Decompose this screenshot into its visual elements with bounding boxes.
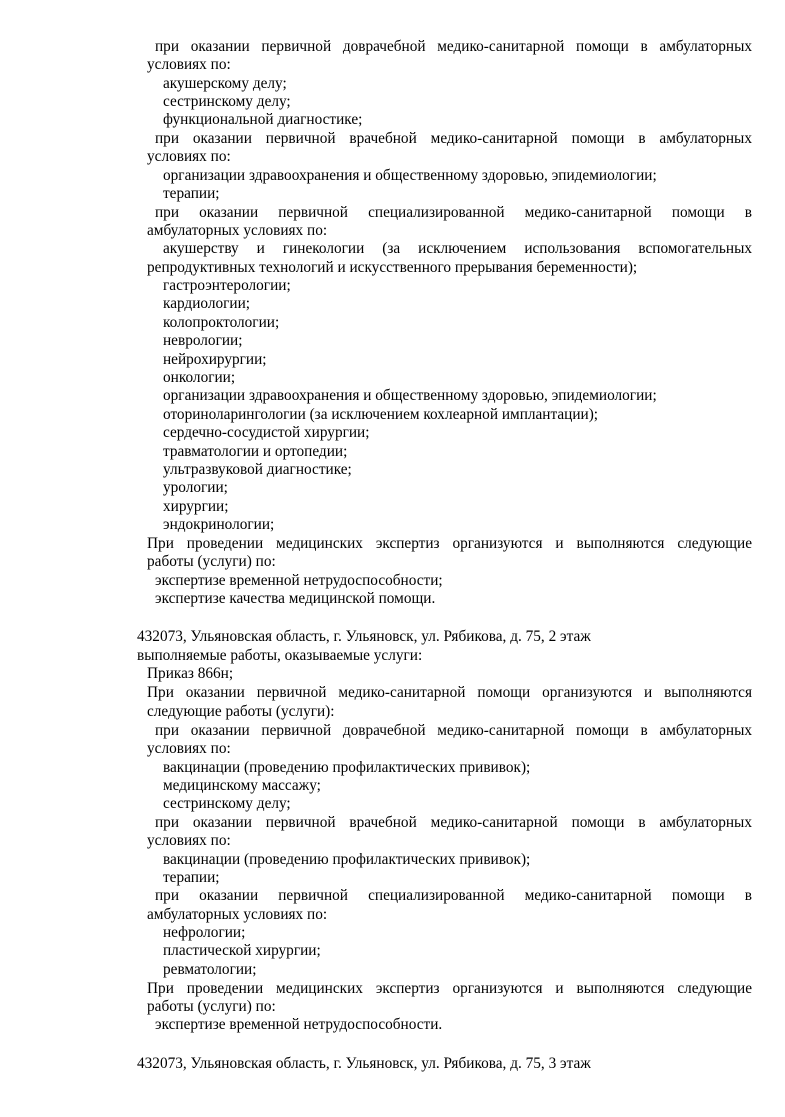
list-item: онкологии; bbox=[163, 369, 236, 386]
list-item: кардиологии; bbox=[163, 295, 251, 312]
address-heading: 432073, Ульяновская область, г. Ульяновск, ул. Рябикова, д. 75, 3 этаж bbox=[137, 1055, 591, 1072]
list-item: организации здравоохранения и общественному здоровью, эпидемиологии; bbox=[163, 387, 657, 404]
list-item: функциональной диагностике; bbox=[163, 111, 363, 128]
list-item: гастроэнтерологии; bbox=[163, 277, 291, 294]
paragraph-line: условиях по: bbox=[147, 56, 231, 73]
list-item: нейрохирургии; bbox=[163, 351, 267, 368]
list-item: оториноларингологии (за исключением кохлеарной имплантации); bbox=[163, 406, 599, 423]
paragraph-line: условиях по: bbox=[147, 832, 231, 849]
paragraph-line: следующие работы (услуги): bbox=[147, 703, 335, 720]
paragraph-line: при оказании первичной специализированной медико-санитарной помощи в bbox=[155, 887, 752, 904]
paragraph-line: работы (услуги) по: bbox=[147, 553, 276, 570]
list-item: терапии; bbox=[163, 869, 220, 886]
list-item: сестринскому делу; bbox=[163, 93, 291, 110]
list-item: нефрологии; bbox=[163, 924, 246, 941]
paragraph-line: При проведении медицинских экспертиз организуются и выполняются следующие bbox=[147, 980, 752, 997]
paragraph-line: условиях по: bbox=[147, 740, 231, 757]
paragraph-line: При оказании первичной медико-санитарной помощи организуются и выполняются bbox=[147, 684, 752, 701]
paragraph-line: При проведении медицинских экспертиз организуются и выполняются следующие bbox=[147, 535, 752, 552]
list-item: урологии; bbox=[163, 479, 228, 496]
list-item: сердечно-сосудистой хирургии; bbox=[163, 424, 370, 441]
list-item: колопроктологии; bbox=[163, 314, 280, 331]
paragraph-line: при оказании первичной врачебной медико-санитарной помощи в амбулаторных bbox=[155, 130, 752, 147]
paragraph-line: условиях по: bbox=[147, 148, 231, 165]
list-item: экспертизе временной нетрудоспособности. bbox=[155, 1016, 443, 1033]
paragraph-line: амбулаторных условиях по: bbox=[147, 222, 328, 239]
list-item: неврологии; bbox=[163, 332, 243, 349]
list-item: эндокринологии; bbox=[163, 516, 275, 533]
list-item: хирургии; bbox=[163, 498, 229, 515]
list-item-continuation: репродуктивных технологий и искусственного прерывания беременности); bbox=[147, 259, 638, 276]
paragraph-line: при оказании первичной врачебной медико-санитарной помощи в амбулаторных bbox=[155, 814, 752, 831]
list-item: сестринскому делу; bbox=[163, 795, 291, 812]
list-item: ревматологии; bbox=[163, 961, 257, 978]
list-item: экспертизе качества медицинской помощи. bbox=[155, 590, 436, 607]
list-item: терапии; bbox=[163, 185, 220, 202]
list-item: акушерскому делу; bbox=[163, 75, 287, 92]
address-heading: 432073, Ульяновская область, г. Ульяновск, ул. Рябикова, д. 75, 2 этаж bbox=[137, 628, 591, 645]
list-item: организации здравоохранения и общественному здоровью, эпидемиологии; bbox=[163, 167, 657, 184]
list-item: медицинскому массажу; bbox=[163, 777, 321, 794]
paragraph-line: при оказании первичной доврачебной медико-санитарной помощи в амбулаторных bbox=[155, 38, 752, 55]
paragraph-line: работы (услуги) по: bbox=[147, 998, 276, 1015]
list-item: пластической хирургии; bbox=[163, 942, 321, 959]
list-item: вакцинации (проведению профилактических прививок); bbox=[163, 759, 531, 776]
list-item: ультразвуковой диагностике; bbox=[163, 461, 352, 478]
list-item: акушерству и гинекологии (за исключением использования вспомогательных bbox=[163, 240, 752, 257]
paragraph-line: при оказании первичной специализированной медико-санитарной помощи в bbox=[155, 204, 752, 221]
paragraph-line: амбулаторных условиях по: bbox=[147, 906, 328, 923]
paragraph-line: при оказании первичной доврачебной медико-санитарной помощи в амбулаторных bbox=[155, 722, 752, 739]
list-item: травматологии и ортопедии; bbox=[163, 443, 348, 460]
paragraph-line: Приказ 866н; bbox=[147, 665, 234, 682]
list-item: экспертизе временной нетрудоспособности; bbox=[155, 572, 443, 589]
list-item: вакцинации (проведению профилактических прививок); bbox=[163, 851, 531, 868]
paragraph-line: выполняемые работы, оказываемые услуги: bbox=[137, 647, 423, 664]
